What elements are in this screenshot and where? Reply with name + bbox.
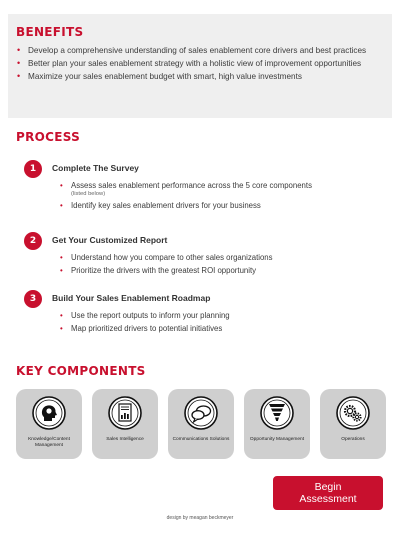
step-number-badge: 2 xyxy=(24,232,42,250)
key-components-grid xyxy=(16,389,388,461)
step-point xyxy=(60,324,390,334)
step-point-text: Identify key sales enablement drivers for your business xyxy=(71,200,261,210)
begin-assessment-button[interactable] xyxy=(273,476,383,510)
component-tile-knowledge[interactable] xyxy=(16,389,82,459)
component-label: Sales Intelligence xyxy=(106,437,144,442)
step-point-text: Understand how you compare to other sales organizations xyxy=(71,253,273,262)
step-title: Build Your Sales Enablement Roadmap xyxy=(52,293,211,303)
step-point-text: Assess sales enablement performance across the 5 core components xyxy=(71,181,312,190)
benefits-panel xyxy=(8,14,392,118)
brain-head-icon xyxy=(32,396,66,430)
step-point-text: Prioritize the drivers with the greatest ROI opportunity xyxy=(71,265,257,275)
step-number-badge: 3 xyxy=(24,290,42,308)
component-tile-sales-intelligence[interactable] xyxy=(92,389,158,459)
begin-assessment-line1: Begin xyxy=(314,481,342,493)
step-points xyxy=(60,253,390,278)
step-point xyxy=(60,253,390,263)
step-point xyxy=(60,201,390,211)
benefit-item: • Develop a comprehensive understanding of sales enablement core drivers and best practices xyxy=(16,46,386,56)
step-point xyxy=(60,311,390,321)
process-heading: PROCESS xyxy=(16,130,81,144)
component-label: Operations xyxy=(341,437,365,442)
funnel-icon xyxy=(260,396,294,430)
benefits-list xyxy=(16,46,386,84)
step-point xyxy=(60,181,390,198)
step-points xyxy=(60,181,390,213)
step-point-text: Use the report outputs to inform your planning xyxy=(71,311,230,320)
step-point xyxy=(60,266,390,276)
gears-icon xyxy=(336,396,370,430)
speech-bubbles-icon xyxy=(184,396,218,430)
key-components-heading: KEY COMPONENTS xyxy=(16,364,146,378)
step-point-text: Map prioritized drivers to potential initiatives xyxy=(71,323,223,333)
document-chart-icon xyxy=(108,396,142,430)
benefit-item: • Maximize your sales enablement budget with smart, high value investments xyxy=(16,72,386,82)
step-points xyxy=(60,311,390,336)
step-point-note: (listed below) xyxy=(71,190,106,197)
benefits-heading: BENEFITS xyxy=(16,25,84,39)
component-tile-communications[interactable] xyxy=(168,389,234,459)
step-title: Get Your Customized Report xyxy=(52,235,168,245)
benefit-item: • Better plan your sales enablement strategy with a holistic view of improvement opportunities xyxy=(16,59,386,69)
component-label: Communications Solutions xyxy=(172,437,230,442)
begin-assessment-line2: Assessment xyxy=(299,493,357,505)
step-number-badge: 1 xyxy=(24,160,42,178)
design-credit: design by meagan beckmeyer xyxy=(166,515,234,521)
component-tile-operations[interactable] xyxy=(320,389,386,459)
step-title: Complete The Survey xyxy=(52,163,139,173)
component-label: Knowledge/Content Management xyxy=(28,437,70,448)
component-tile-opportunity[interactable] xyxy=(244,389,310,459)
component-label: Opportunity Management xyxy=(249,437,305,442)
